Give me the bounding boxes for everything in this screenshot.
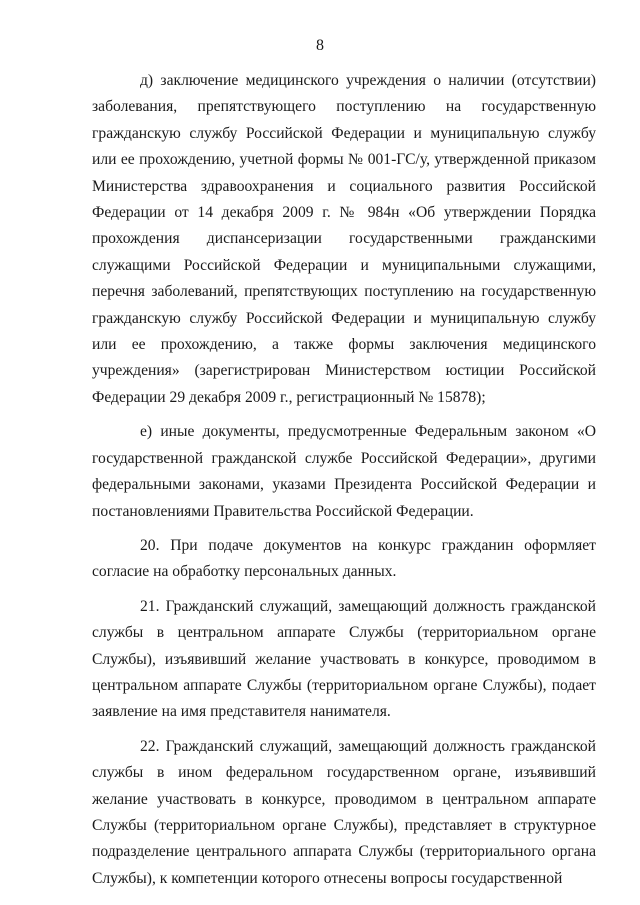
document-body	[92, 68, 596, 892]
paragraph-20-personal-data-consent: 20. При подаче документов на конкурс гражданин оформляет согласие на обработку персональных данных.	[92, 536, 596, 581]
paragraph-22-civil-servant-other-agency: 22. Гражданский служащий, замещающий должность гражданской службы в ином федеральном государственном органе, изъявивший желание участвовать в конкурсе, проводимом в центральном аппарате Службы (территориальном органе Службы), представляет в структурное подразделение центрального аппарата Службы (территориального органа Службы), к компетенции которого отнесены вопросы государственной	[92, 737, 596, 887]
paragraph-d-medical-conclusion: д) заключение медицинского учреждения о наличии (отсутствии) заболевания, препятствующего поступлению на государственную гражданскую службу Российской Федерации и муниципальную службу или ее прохождению, учетной формы № 001-ГС/у, утвержденной приказом Министерства здравоохранения и социального развития Российской Федерации от 14 декабря 2009 г. № 984н «Об утверждении Порядка прохождения диспансеризации государственными гражданскими служащими Российской Федерации и муниципальными служащими, перечня заболеваний, препятствующих поступлению на государственную гражданскую службу Российской Федерации и муниципальную службу или ее прохождению, а также формы заключения медицинского учреждения» (зарегистрирован Министерством юстиции Российской Федерации 29 декабря 2009 г., регистрационный № 15878);	[92, 72, 596, 406]
page-number: 8	[316, 37, 324, 54]
paragraph-21-civil-servant-central-office: 21. Гражданский служащий, замещающий должность гражданской службы в центральном аппарате Службы (территориальном органе Службы), изъявивший желание участвовать в конкурсе, проводимом в центральном аппарате Службы (территориальном органе Службы), подает заявление на имя представителя нанимателя.	[92, 597, 596, 721]
paragraph-e-other-documents: е) иные документы, предусмотренные Федеральным законом «О государственной гражданской службе Российской Федерации», другими федеральными законами, указами Президента Российской Федерации и постановлениями Правительства Российской Федерации.	[92, 423, 596, 520]
